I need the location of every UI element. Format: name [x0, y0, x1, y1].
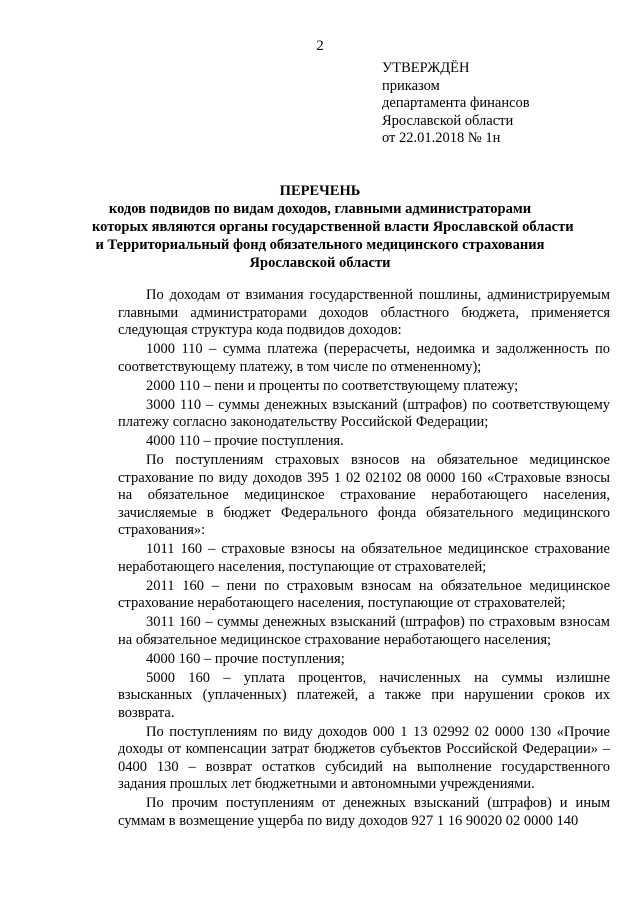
approval-line: УТВЕРЖДЁН [382, 60, 470, 76]
paragraph: 5000 160 – уплата процентов, начисленных на суммы излишне взысканных (уплаченных) платежей, а также при нарушении сроков их возврата. [118, 669, 610, 721]
paragraph: 4000 110 – прочие поступления. [146, 433, 344, 449]
heading-line: которых являются органы государственной власти Ярославской области [92, 219, 574, 235]
paragraph: 3000 110 – суммы денежных взысканий (штрафов) по соответствующему платежу согласно законодательству Российской Федерации; [118, 396, 610, 430]
paragraph: По доходам от взимания государственной пошлины, администрируемым главными администраторами доходов областного бюджета, применяется следующая структура кода подвидов доходов: [118, 287, 610, 338]
document-heading [92, 182, 574, 272]
paragraph: 1000 110 – сумма платежа (перерасчеты, недоимка и задолженность по соответствующему платежу, в том числе по отмененному); [118, 341, 610, 375]
heading-line: Ярославской области [249, 255, 391, 271]
paragraph: 3011 160 – суммы денежных взысканий (штрафов) по страховым взносам на обязательное медицинское страхование неработающего населения; [118, 614, 610, 648]
paragraph: По поступлениям по виду доходов 000 1 13 02992 02 0000 130 «Прочие доходы от компенсации затрат бюджетов субъектов Российской Федерации» – 0400 130 – возврат остатков субсидий на выполнение государственного задания прошлых лет бюджетными и автономными учреждениями. [118, 723, 610, 792]
page-number: 2 [316, 38, 324, 54]
document-body [118, 287, 610, 832]
approval-line: Ярославской области [382, 112, 514, 129]
paragraph: По поступлениям страховых взносов на обязательное медицинское страхование по виду доходов 395 1 02 02102 08 0000 160 «Страховые взносы на обязательное медицинское страхование неработающего населения, зачисляемые в бюджет Федерального фонда обязательного медицинского страхования»: [118, 452, 610, 538]
paragraph: 2011 160 – пени по страховым взносам на обязательное медицинское страхование неработающего населения, поступающие от страхователей; [118, 577, 610, 611]
heading-title: ПЕРЕЧЕНЬ [279, 183, 361, 199]
approval-line: от 22.01.2018 № 1н [382, 130, 501, 146]
paragraph: 4000 160 – прочие поступления; [146, 650, 345, 667]
approval-line: приказом [382, 77, 440, 94]
approval-line: департамента финансов [382, 95, 530, 111]
approval-stamp [382, 60, 530, 148]
heading-line: кодов подвидов по видам доходов, главными администраторами [108, 201, 532, 217]
paragraph: 1011 160 – страховые взносы на обязательное медицинское страхование неработающего населения, поступающие от страхователей; [118, 541, 610, 575]
heading-line: и Территориальный фонд обязательного медицинского страхования [95, 237, 545, 253]
paragraph: По прочим поступлениям от денежных взысканий (штрафов) и иным суммам в возмещение ущерба по виду доходов 927 1 16 90020 02 0000 140 [118, 795, 610, 829]
paragraph: 2000 110 – пени и проценты по соответствующему платежу; [146, 377, 519, 394]
